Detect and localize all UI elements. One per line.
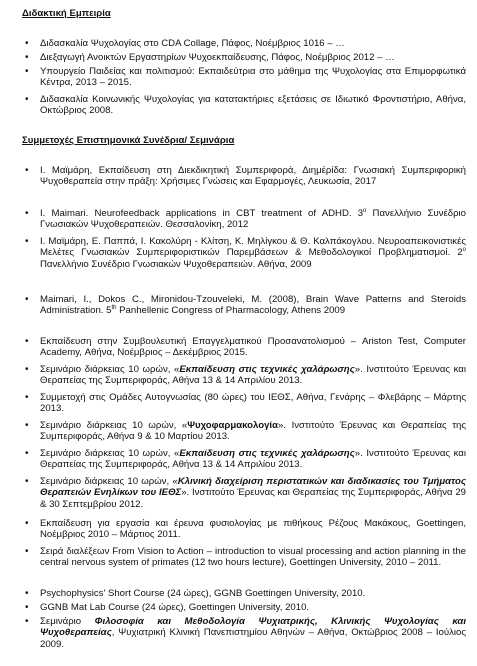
list-item: • Συμμετοχή στις Ομάδες Αυτογνωσίας (80 ώρες) του ΙΕΘΣ, Αθήνα, Γενάρης – Φλεβάρης – Μάρτης 2013. [25, 392, 466, 415]
list-item: • Σειρά διαλέξεων From Vision to Action – introduction to visual processing and action planning in the central nervous system of primates (12 two hours lecture), Goettingen University, 2010 – 2011. [25, 546, 466, 569]
list-item: • Υπουργείο Παιδείας και πολιτισμού: Εκπαιδεύτρια στο μάθημα της Ψυχολογίας στα Επιμορφωτικά Κέντρα, 2013 – 2015. [25, 66, 466, 89]
bullet-icon: • [25, 476, 29, 487]
bullet-icon: • [25, 616, 29, 627]
bullet-icon: • [25, 294, 29, 305]
section-title-teaching: Διδακτική Εμπειρία [22, 8, 111, 19]
list-item: • Psychophysics' Short Course (24 ώρες), GGNB Goettingen University, 2010. [25, 588, 366, 599]
bullet-icon: • [25, 364, 29, 375]
bullet-icon: • [25, 392, 29, 403]
bullet-icon: • [25, 588, 29, 599]
list-item: • I. Maimari. Neurofeedback applications in CBT treatment of ADHD. $3^o$ Πανελλήνιο Συνέδριο Γνωσιακών Ψυχοθεραπειών. Θεσσαλονίκη, 2012 [25, 207, 466, 231]
list-item: • Ι. Μαϊμάρη, Εκπαίδευση στη Διεκδικητική Συμπεριφορά, Διημέρίδα: Γνωσιακή Συμπεριφορική Ψυχοθεραπεία στην πράξη: Χρήσιμες Γνώσεις και Εφαρμογές, Λευκωσία, 2017 [25, 165, 466, 188]
bullet-icon: • [25, 165, 29, 176]
list-item: • Σεμινάριο διάρκειας 10 ωρών, «Ψυχοφαρμακολογία». Ινστιτούτο Έρευνας και Θεραπείας της Συμπεριφοράς, Αθήνα 9 & 10 Μαρτίου 2013. [25, 420, 466, 443]
list-item: • Ι. Μαϊμάρη, Ε. Παππά, Ι. Κακολύρη - Κλίτση, Κ. Μηλίγκου & Θ. Καλπάκογλου. Νευροαπεικονιστικές Μελέτες Γνωσιακών Συμπεριφοριστικών Παρεμβάσεων & Μεθοδολογικοί Προβληματισμοί. $2^o$ Πανελλήνιο Συνέδριο Γνωσιακών Ψυχοθεραπειών. Αθήνα, 2009 [25, 236, 466, 270]
bullet-icon: • [25, 420, 29, 431]
list-item: • Σεμινάριο διάρκειας 10 ωρών, «Κλινική διαχείριση περιστατικών και διαδικασίες του Τμήματος Θεραπειών Ενηλίκων του ΙΕΘΣ». Ινστιτούτο Έρευνας και Θεραπείας της Συμπεριφοράς, Αθήνα 29 & 30 Σεπτεμβρίου 2012. [25, 476, 466, 510]
section-title-conferences: Συμμετοχές Επιστημονικά Συνέδρια/ Σεμινάρια [22, 135, 235, 146]
bullet-icon: • [25, 66, 29, 77]
bullet-icon: • [25, 518, 29, 529]
list-item: • Σεμινάριο διάρκειας 10 ωρών, «Εκπαίδευση στις τεχνικές χαλάρωσης». Ινστιτούτο Έρευνας και Θεραπείας της Συμπεριφοράς, Αθήνα 13 & 14 Απριλίου 2013. [25, 448, 466, 471]
list-item: • GGNB Mat Lab Course (24 ώρες), Goettingen University, 2010. [25, 602, 310, 613]
bullet-icon: • [25, 52, 29, 63]
bullet-icon: • [25, 546, 29, 557]
list-item: • Σεμινάριο διάρκειας 10 ωρών, «Εκπαίδευση στις τεχνικές χαλάρωσης». Ινστιτούτο Έρευνας και Θεραπείας της Συμπεριφοράς, Αθήνα 13 & 14 Απριλίου 2013. [25, 364, 466, 387]
list-item: • Διεξαγωγή Ανοικτών Εργαστηρίων Ψυχοεκπαίδευσης, Πάφος, Νοέμβριος 2012 – … [25, 52, 395, 63]
bullet-icon: • [25, 336, 29, 347]
list-item: • Σεμινάριο Φιλοσοφία και Μεθοδολογία Ψυχιατρικής, Κλινικής Ψυχολογίας και Ψυχοθεραπείας, Ψυχιατρική Κλινική Πανεπιστημίου Αθηνών – Αθήνα, Οκτώβριος 2008 – Ιούλιος 2009. [25, 616, 466, 650]
bullet-icon: • [25, 94, 29, 105]
list-item: • Διδασκαλία Ψυχολογίας στο CDA Collage, Πάφος, Νοέμβριος 1016 – … [25, 38, 345, 49]
bullet-icon: • [25, 208, 29, 219]
bullet-icon: • [25, 602, 29, 613]
list-item: • Διδασκαλία Κοινωνικής Ψυχολογίας για κατατακτήριες εξετάσεις σε Ιδιωτικό Φροντιστήριο, Αθήνα, Οκτώβριος 2008. [25, 94, 466, 117]
bullet-icon: • [25, 236, 29, 247]
list-item: • Maimari, I., Dokos C., Mironidou-Tzouveleki, M. (2008), Brain Wave Patterns and Steroids Administration. 5th Panhellenic Congress of Pharmacology, Athens 2009 [25, 294, 466, 317]
list-item: • Εκπαίδευση στην Συμβουλευτική Επαγγελματικού Προσανατολισμού – Ariston Test, Computer Academy, Αθήνα, Νοέμβριος – Δεκέμβριος 2015. [25, 336, 466, 359]
list-item: • Εκπαίδευση για εργασία και έρευνα φυσιολογίας με πιθήκους Ρέζους Μακάκους, Goettingen, Νοέμβριος 2010 – Μάρτιος 2011. [25, 518, 466, 541]
bullet-icon: • [25, 448, 29, 459]
bullet-icon: • [25, 38, 29, 49]
